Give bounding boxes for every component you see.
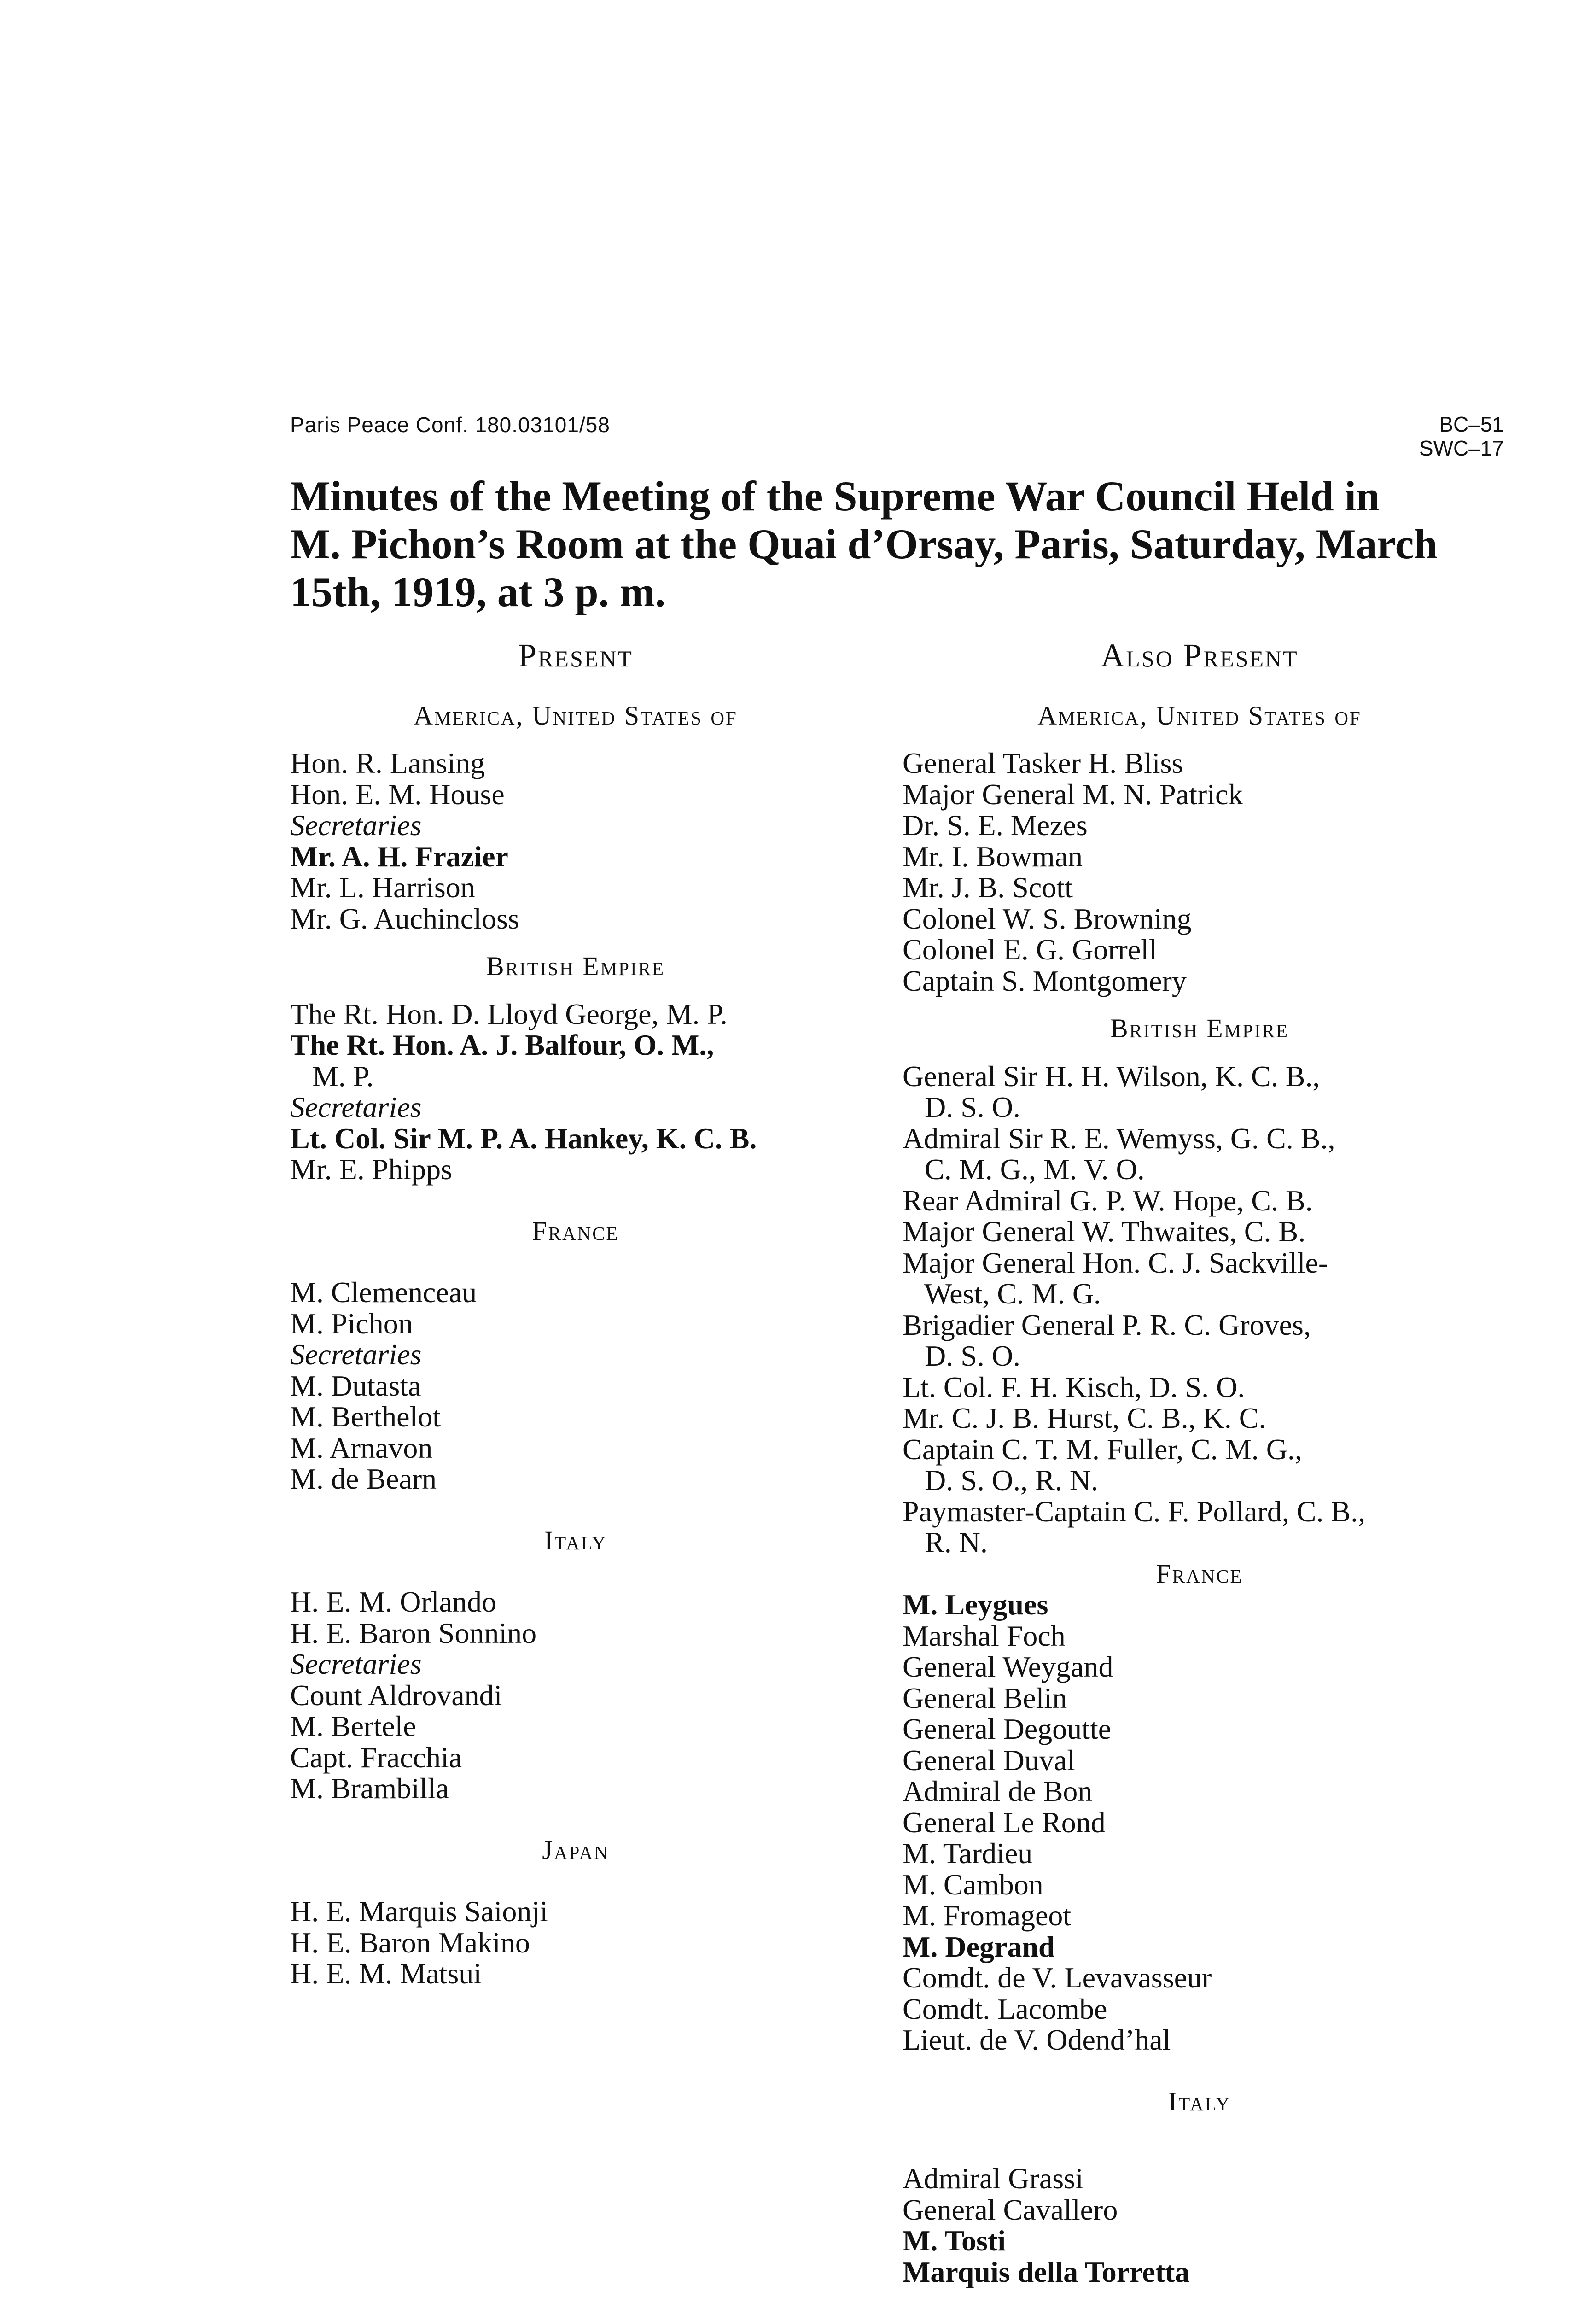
secretary: Mr. A. H. Frazier bbox=[290, 840, 508, 873]
secretary: M. Bertele bbox=[290, 1710, 416, 1742]
attendee: Captain S. Montgomery bbox=[903, 964, 1187, 997]
attendee: Rear Admiral G. P. W. Hope, C. B. bbox=[903, 1184, 1313, 1217]
attendee: Paymaster-Captain C. F. Pollard, C. B., bbox=[903, 1495, 1366, 1528]
america-secretaries bbox=[290, 841, 861, 935]
france-members bbox=[290, 1277, 861, 1339]
attendee: M. Clemenceau bbox=[290, 1276, 477, 1309]
attendee: Admiral Sir R. E. Wemyss, G. C. B., bbox=[903, 1122, 1335, 1155]
japan-members bbox=[290, 1896, 861, 1989]
attendee: M. P. bbox=[290, 1059, 374, 1093]
attendee: Comdt. de V. Levavasseur bbox=[903, 1961, 1212, 1994]
code-swc: SWC–17 bbox=[1419, 436, 1504, 460]
present-column bbox=[290, 637, 861, 1990]
france-secretaries bbox=[290, 1370, 861, 1495]
attendee: M. Pichon bbox=[290, 1307, 413, 1340]
secretaries-label: Secretaries bbox=[290, 1338, 422, 1371]
title-line: 15th, 1919, at 3 p. m. bbox=[290, 568, 666, 615]
attendee: General Le Rond bbox=[903, 1806, 1106, 1839]
italy-heading: Italy bbox=[1168, 2086, 1231, 2116]
attendee: M. Tosti bbox=[903, 2224, 1006, 2257]
attendee: Mr. I. Bowman bbox=[903, 840, 1083, 873]
attendee: Lt. Col. F. H. Kisch, D. S. O. bbox=[903, 1370, 1245, 1403]
british-heading: British Empire bbox=[1110, 1013, 1289, 1043]
attendee: Admiral de Bon bbox=[903, 1775, 1093, 1807]
also-present-heading: Also Present bbox=[1101, 637, 1299, 674]
france-heading: France bbox=[1156, 1558, 1243, 1589]
france-heading: France bbox=[532, 1216, 619, 1246]
also-present-column bbox=[903, 637, 1497, 2288]
america-members bbox=[903, 748, 1497, 996]
attendee: C. M. G., M. V. O. bbox=[903, 1153, 1145, 1186]
attendee: Dr. S. E. Mezes bbox=[903, 809, 1088, 842]
attendee: Colonel E. G. Gorrell bbox=[903, 933, 1157, 966]
british-members bbox=[903, 1061, 1497, 1558]
secretary: Count Aldrovandi bbox=[290, 1678, 502, 1712]
attendee: General Degoutte bbox=[903, 1713, 1112, 1745]
attendee: M. Tardieu bbox=[903, 1837, 1033, 1870]
attendee: Comdt. Lacombe bbox=[903, 1992, 1107, 2025]
attendee: Major General M. N. Patrick bbox=[903, 777, 1243, 811]
attendee: Mr. J. B. Scott bbox=[903, 871, 1073, 904]
attendee: H. E. M. Matsui bbox=[290, 1957, 482, 1990]
secretary: Lt. Col. Sir M. P. A. Hankey, K. C. B. bbox=[290, 1122, 757, 1155]
secretary: Capt. Fracchia bbox=[290, 1741, 462, 1774]
secretary: M. Berthelot bbox=[290, 1400, 441, 1433]
title-line: M. Pichon’s Room at the Quai d’Orsay, Paris, Saturday, March bbox=[290, 520, 1438, 567]
attendee: H. E. M. Orlando bbox=[290, 1585, 496, 1618]
secretaries-label: Secretaries bbox=[290, 1648, 422, 1680]
attendee: Hon. E. M. House bbox=[290, 777, 505, 811]
secretary: M. Dutasta bbox=[290, 1369, 421, 1402]
document-codes bbox=[1419, 412, 1504, 460]
page-title bbox=[290, 472, 1506, 616]
attendee: Major General Hon. C. J. Sackville- bbox=[903, 1246, 1328, 1279]
attendee: Colonel W. S. Browning bbox=[903, 902, 1192, 935]
attendee: Captain C. T. M. Fuller, C. M. G., bbox=[903, 1432, 1302, 1466]
attendee: D. S. O. bbox=[903, 1339, 1021, 1372]
british-secretaries bbox=[290, 1123, 861, 1185]
attendee: General Belin bbox=[903, 1681, 1067, 1714]
attendee: H. E. Baron Sonnino bbox=[290, 1616, 537, 1649]
italy-members bbox=[290, 1586, 861, 1648]
attendee: The Rt. Hon. A. J. Balfour, O. M., bbox=[290, 1029, 714, 1061]
italy-members bbox=[903, 2163, 1497, 2287]
secretaries-label: Secretaries bbox=[290, 1091, 422, 1123]
italy-heading: Italy bbox=[544, 1525, 607, 1555]
attendee: General Sir H. H. Wilson, K. C. B., bbox=[903, 1059, 1320, 1093]
attendee: M. Leygues bbox=[903, 1588, 1048, 1621]
attendee: The Rt. Hon. D. Lloyd George, M. P. bbox=[290, 997, 728, 1030]
attendee: General Cavallero bbox=[903, 2193, 1118, 2226]
attendee: Marshal Foch bbox=[903, 1619, 1066, 1652]
attendee: Hon. R. Lansing bbox=[290, 747, 485, 779]
attendee: M. Degrand bbox=[903, 1930, 1055, 1963]
italy-secretaries bbox=[290, 1680, 861, 1804]
attendee: D. S. O. bbox=[903, 1091, 1021, 1123]
secretary: Mr. G. Auchincloss bbox=[290, 902, 519, 935]
france-members bbox=[903, 1589, 1497, 2056]
america-heading: America, United States of bbox=[1037, 700, 1362, 731]
america-heading: America, United States of bbox=[414, 700, 738, 731]
secretary: Mr. L. Harrison bbox=[290, 871, 475, 904]
secretary: Mr. E. Phipps bbox=[290, 1153, 453, 1186]
secretary: M. de Bearn bbox=[290, 1462, 437, 1495]
america-members bbox=[290, 748, 861, 810]
attendee: Mr. C. J. B. Hurst, C. B., K. C. bbox=[903, 1402, 1266, 1434]
attendee: General Duval bbox=[903, 1743, 1075, 1777]
attendee: General Tasker H. Bliss bbox=[903, 747, 1183, 779]
attendee: H. E. Marquis Saionji bbox=[290, 1895, 548, 1928]
attendee: Marquis della Torretta bbox=[903, 2255, 1190, 2288]
secretary: M. Arnavon bbox=[290, 1431, 433, 1464]
attendee: M. Cambon bbox=[903, 1868, 1043, 1901]
attendee: D. S. O., R. N. bbox=[903, 1464, 1098, 1496]
attendee: R. N. bbox=[903, 1526, 988, 1559]
japan-heading: Japan bbox=[542, 1835, 609, 1865]
secretary: M. Brambilla bbox=[290, 1772, 449, 1805]
attendee: M. Fromageot bbox=[903, 1899, 1072, 1932]
attendee: Admiral Grassi bbox=[903, 2162, 1083, 2195]
attendee: General Weygand bbox=[903, 1650, 1113, 1683]
british-members bbox=[290, 999, 861, 1092]
attendee: West, C. M. G. bbox=[903, 1277, 1101, 1310]
attendee: H. E. Baron Makino bbox=[290, 1926, 530, 1959]
file-reference: Paris Peace Conf. 180.03101/58 bbox=[290, 413, 610, 437]
attendee: Major General W. Thwaites, C. B. bbox=[903, 1215, 1306, 1248]
title-line: Minutes of the Meeting of the Supreme War Council Held in bbox=[290, 473, 1380, 520]
secretaries-label: Secretaries bbox=[290, 809, 422, 842]
british-heading: British Empire bbox=[486, 951, 665, 981]
attendee: Lieut. de V. Odend’hal bbox=[903, 2023, 1171, 2056]
attendee: Brigadier General P. R. C. Groves, bbox=[903, 1308, 1311, 1341]
code-bc: BC–51 bbox=[1439, 412, 1504, 436]
present-heading: Present bbox=[518, 637, 633, 674]
